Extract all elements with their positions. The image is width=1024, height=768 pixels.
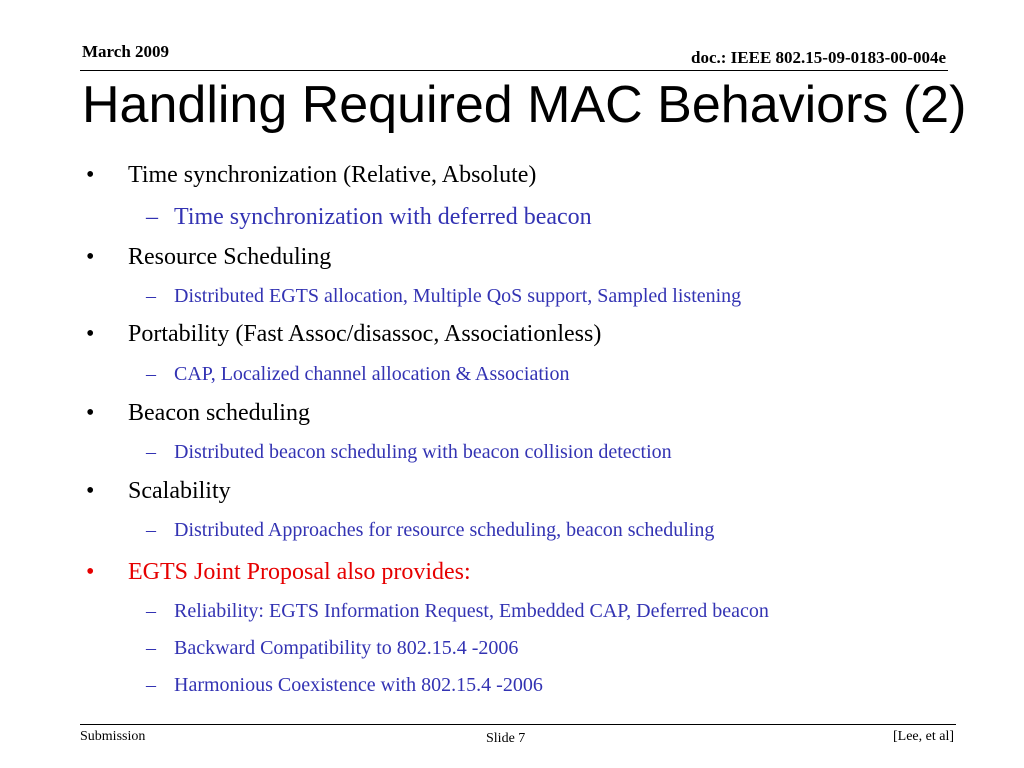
sub-bullet-item [146,519,714,542]
sub-bullet-item [146,674,543,697]
bullet-text: Portability (Fast Assoc/disassoc, Associationless) [128,321,602,347]
sub-bullet-item [146,600,769,623]
sub-bullet-item [146,637,518,660]
bullet-mark: • [86,162,95,188]
sub-bullet-text: Distributed EGTS allocation, Multiple QoS support, Sampled listening [174,285,742,307]
header-date: March 2009 [82,42,170,61]
sub-bullet-text: Backward Compatibility to 802.15.4 -2006 [174,637,519,659]
bullet-text: EGTS Joint Proposal also provides [128,559,464,585]
bullet-mark: • [86,321,95,347]
sub-bullet-item [146,204,592,231]
sub-bullet-item [146,363,569,386]
bullet-item [86,244,331,271]
bullet-text: Beacon scheduling [128,400,310,426]
footer-slide-number: Slide 7 [486,731,526,746]
bullet-item [86,478,231,505]
footer-submission: Submission [80,729,146,744]
bullet-text: Scalability [128,478,231,504]
sub-bullet-mark: – [146,363,156,385]
sub-bullet-mark: – [146,600,156,622]
sub-bullet-mark: – [146,285,156,307]
sub-bullet-text: Distributed Approaches for resource scheduling, beacon scheduling [174,519,715,541]
bullet-mark: • [86,400,95,426]
bullet-item [86,400,310,427]
sub-bullet-text: Reliability: EGTS Information Request, Embedded CAP, Deferred beacon [174,600,769,622]
bullet-text: Time synchronization (Relative, Absolute) [128,162,537,188]
bullet-suffix: : [464,559,471,585]
bullet-mark: • [86,559,95,585]
footer-rule [80,724,956,725]
bullet-text: Resource Scheduling [128,244,332,270]
footer-authors: [Lee, et al] [892,729,954,744]
sub-bullet-text: CAP, Localized channel allocation & Association [174,363,570,385]
sub-bullet-mark: – [146,519,156,541]
sub-bullet-text: Harmonious Coexistence with 802.15.4 -2006 [174,674,543,696]
bullet-mark: • [86,244,95,270]
bullet-mark: • [86,478,95,504]
sub-bullet-text: Time synchronization with deferred beacon [174,204,592,230]
slide-title: Handling Required MAC Behaviors (2) [82,76,967,134]
sub-bullet-item [146,285,741,308]
bullet-item-highlight [86,559,471,586]
sub-bullet-mark: – [146,204,158,230]
sub-bullet-mark: – [146,637,156,659]
bullet-item [86,321,601,348]
sub-bullet-mark: – [146,674,156,696]
header-doc-id: doc.: IEEE 802.15-09-0183-00-004e [691,48,946,67]
sub-bullet-item [146,441,672,464]
sub-bullet-text: Distributed beacon scheduling with beacon collision detection [174,441,672,463]
bullet-item [86,162,536,189]
sub-bullet-mark: – [146,441,156,463]
